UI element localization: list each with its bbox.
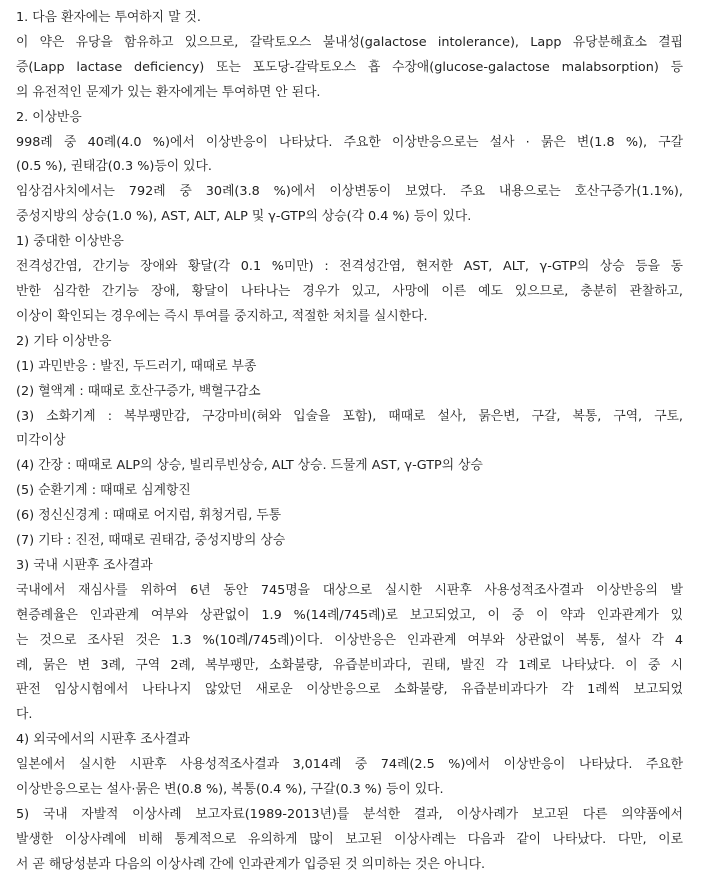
text-line: 다. (16, 707, 33, 723)
text-line: 4) 외국에서의 시판후 조사결과 (16, 732, 190, 748)
text-line: 2. 이상반응 (16, 109, 82, 125)
text-line: 현증례율은 인과관계 여부와 상관없이 1.9 %(14례/745례)로 보고되었고, 이 중 이 약과 인과관계가 있 (16, 607, 683, 623)
text-line: (0.5 %), 권태감(0.3 %)등이 있다. (16, 159, 212, 175)
text-line: (7) 기타 : 진전, 때때로 권태감, 중성지방의 상승 (16, 533, 286, 549)
text-line: 반한 심각한 간기능 장애, 황달이 나타나는 경우가 있고, 사망에 이른 예도 있으므로, 충분히 관찰하고, (16, 283, 683, 299)
text-line: (1) 과민반응 : 발진, 두드러기, 때때로 부종 (16, 358, 257, 374)
text-line: 판전 임상시험에서 나타나지 않았던 새로운 이상반응으로 소화불량, 유즙분비과다가 각 1례씩 보고되었 (16, 682, 683, 698)
text-line: 국내에서 재심사를 위하여 6년 동안 745명을 대상으로 실시한 시판후 사용성적조사결과 이상반응의 발 (16, 582, 683, 598)
text-line: 1. 다음 환자에는 투여하지 말 것. (16, 10, 201, 25)
text-line: 998례 중 40례(4.0 %)에서 이상반응이 나타났다. 주요한 이상반응으로는 설사 · 묽은 변(1.8 %), 구갈 (16, 134, 683, 150)
text-line: 미각이상 (16, 433, 66, 449)
text-line: 임상검사치에서는 792례 중 30례(3.8 %)에서 이상변동이 보였다. 주요 내용으로는 호산구증가(1.1%), (16, 184, 683, 200)
text-line: 발생한 이상사례에 비해 통계적으로 유의하게 많이 보고된 이상사례는 다음과 같이 나타났다. 다만, 이로 (16, 831, 683, 847)
text-line: 례, 묽은 변 3례, 구역 2례, 복부팽만, 소화불량, 유즙분비과다, 권태, 발진 각 1례로 나타났다. 이 중 시 (16, 657, 683, 673)
text-line: 5) 국내 자발적 이상사례 보고자료(1989-2013년)를 분석한 결과, 이상사례가 보고된 다른 의약품에서 (16, 807, 683, 822)
text-line: 는 것으로 조사된 것은 1.3 %(10례/745례)이다. 이상반응은 인과관계 여부와 상관없이 복통, 설사 각 4 (16, 632, 683, 648)
text-line: (2) 혈액계 : 때때로 호산구증가, 백혈구감소 (16, 383, 261, 399)
text-line: 이상반응으로는 설사·묽은 변(0.8 %), 복통(0.4 %), 구갈(0.3 %) 등이 있다. (16, 782, 444, 798)
text-line: (5) 순환기계 : 때때로 심계항진 (16, 483, 191, 499)
text-line: 전격성간염, 간기능 장애와 황달(각 0.1 %미만) : 전격성간염, 현저한 AST, ALT, γ-GTP의 상승 등을 동 (16, 259, 683, 275)
text-line: 일본에서 실시한 시판후 사용성적조사결과 3,014례 중 74례(2.5 %)에서 이상반응이 나타났다. 주요한 (16, 757, 683, 773)
text-line: 2) 기타 이상반응 (16, 333, 112, 349)
text-line: 의 유전적인 문제가 있는 환자에게는 투여하면 안 된다. (16, 84, 321, 100)
text-line: (4) 간장 : 때때로 ALP의 상승, 빌리루빈상승, ALT 상승. 드물게 AST, γ-GTP의 상승 (16, 458, 483, 474)
text-line: 3) 국내 시판후 조사결과 (16, 557, 153, 573)
text-line: 이상이 확인되는 경우에는 즉시 투여를 중지하고, 적절한 처치를 실시한다. (16, 308, 428, 324)
text-line: 1) 중대한 이상반응 (16, 234, 124, 250)
text-line: 중성지방의 상승(1.0 %), AST, ALT, ALP 및 γ-GTP의 상승(각 0.4 %) 등이 있다. (16, 209, 472, 225)
text-line: (6) 정신신경계 : 때때로 어지럼, 휘청거림, 두통 (16, 508, 282, 524)
text-line: 이 약은 유당을 함유하고 있으므로, 갈락토오스 불내성(galactose intolerance), Lapp 유당분해효소 결핍 (16, 34, 683, 50)
text-line: 서 곧 해당성분과 다음의 이상사례 간에 인과관계가 입증된 것 의미하는 것은 아니다. (16, 856, 486, 872)
text-line: 증(Lapp lactase deficiency) 또는 포도당-갈락토오스 흡 수장애(glucose-galactose malabsorption) 등 (16, 59, 683, 75)
text-line: (3) 소화기계 : 복부팽만감, 구강마비(혀와 입술을 포함), 때때로 설사, 묽은변, 구갈, 복통, 구역, 구토, (16, 408, 683, 424)
